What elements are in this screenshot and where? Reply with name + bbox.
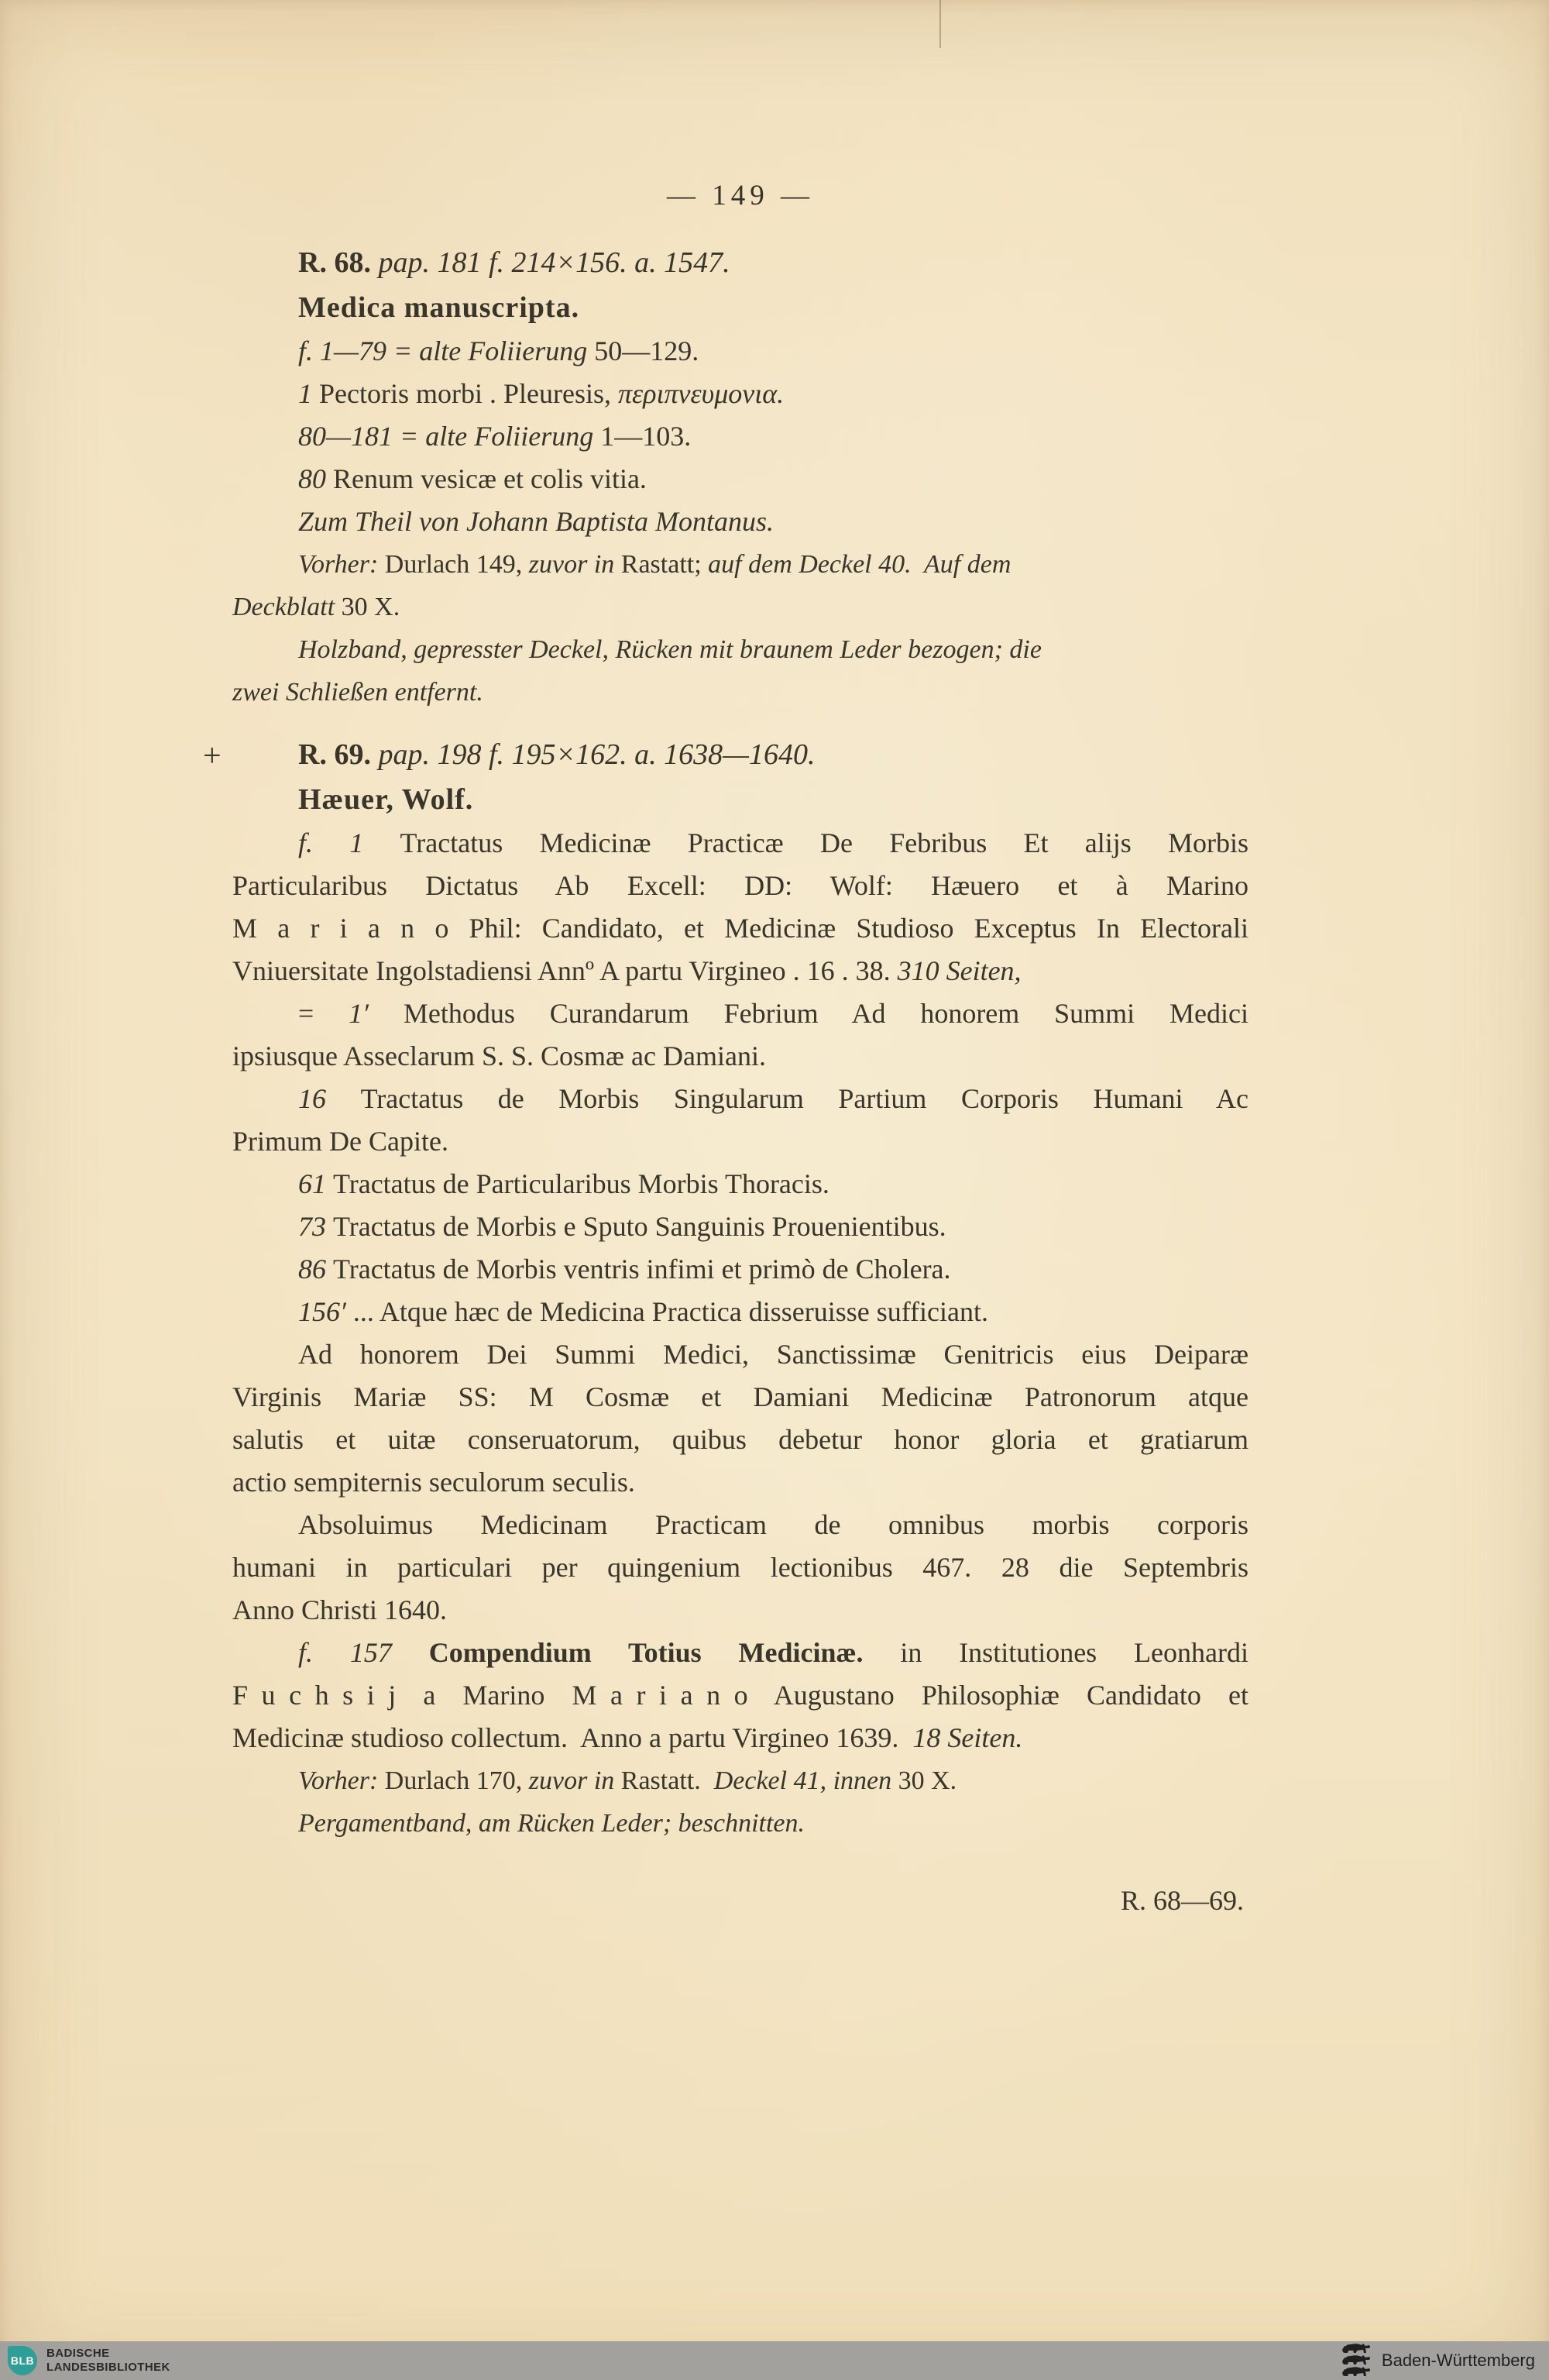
text-line — [232, 458, 1248, 500]
text-run: Vniuersitate Ingolstadiensi Annº A partu Virgineo . 16 . 38. — [232, 955, 898, 986]
text-line — [232, 822, 1248, 865]
text-run: 1′ — [349, 998, 404, 1029]
text-line — [232, 1248, 1248, 1291]
text-line — [232, 1376, 1248, 1419]
text-run: 80 — [298, 463, 333, 494]
text-run: ipsiusque Asseclarum S. S. Cosmæ ac Damiani. — [232, 1040, 766, 1071]
text-run: 50—129. — [594, 335, 699, 366]
text-line — [232, 1759, 1248, 1802]
entry-r68-heading — [232, 240, 1248, 285]
text-run: Holzband, gepresster Deckel, Rücken mit braunem Leder bezogen; die — [298, 635, 1042, 664]
text-line — [232, 950, 1248, 992]
text-run: pap. 181 f. 214×156. a. 1547. — [378, 246, 730, 279]
text-line — [232, 1546, 1248, 1589]
text-run: Deckblatt — [232, 593, 342, 621]
bw-state-label: Baden-Württemberg — [1381, 2351, 1535, 2370]
text-run: 1 — [298, 378, 319, 409]
text-run: 86 — [298, 1254, 333, 1285]
text-run: Deckel 41, innen — [713, 1766, 898, 1795]
text-run: Particularibus Dictatus Ab Excell: DD: Wolf: Hæuero et à Marino — [232, 870, 1248, 901]
text-run: Ad honorem Dei Summi Medici, Sanctissimæ Genitricis eius Deiparæ — [298, 1339, 1248, 1370]
text-run: Tractatus de Particularibus Morbis Thoracis. — [333, 1168, 829, 1199]
text-line — [232, 628, 1248, 671]
entry-range-signature: R. 68—69. — [1120, 1885, 1244, 1916]
bw-coat-of-arms-icon — [1341, 2343, 1372, 2378]
text-run: M a r i a n o Phil: Candidato, et Medicinæ Studioso Exceptus In Electorali — [232, 913, 1248, 944]
text-run: Tractatus de Morbis Singularum Partium Corporis Humani Ac — [360, 1083, 1249, 1114]
text-line — [232, 907, 1248, 950]
text-run: περιπνευμονια. — [617, 378, 785, 409]
text-line — [232, 330, 1248, 373]
text-run: Tractatus de Morbis ventris infimi et primò de Cholera. — [333, 1254, 951, 1285]
text-run: Rastatt; — [620, 550, 709, 579]
entry-r69-body — [232, 822, 1248, 1845]
text-line — [232, 1078, 1248, 1120]
text-run: 18 Seiten. — [912, 1722, 1023, 1753]
text-run: Zum Theil von Johann Baptista Montanus. — [298, 506, 774, 537]
text-run: in Institutiones Leonhardi — [863, 1637, 1248, 1668]
text-run: = — [298, 998, 349, 1029]
text-line — [232, 1802, 1248, 1845]
text-line — [232, 586, 1248, 628]
blb-line1: BADISCHE — [46, 2347, 110, 2360]
text-run: Medicinæ studioso collectum. Anno a partu Virgineo 1639. — [232, 1722, 913, 1753]
text-run: zuvor in — [528, 550, 621, 579]
text-line — [232, 1291, 1248, 1333]
text-run: Methodus Curandarum Febrium Ad honorem Summi Medici — [403, 998, 1249, 1029]
text-run: 30 X. — [341, 593, 400, 621]
text-run: humani in particulari per quingenium lectionibus 467. 28 die Septembris — [232, 1552, 1248, 1583]
text-run: Rastatt. — [620, 1766, 714, 1795]
text-run: Vorher: — [298, 1766, 385, 1795]
footer-bar — [0, 2341, 1549, 2380]
text-run: Tractatus de Morbis e Sputo Sanguinis Prouenientibus. — [333, 1211, 946, 1242]
text-run: R. 69. — [298, 738, 379, 771]
text-run: Vorher: — [298, 550, 385, 579]
text-run: auf dem Deckel 40. Auf dem — [708, 550, 1011, 579]
scan-artifact-line — [939, 0, 941, 48]
text-line — [232, 1589, 1248, 1632]
text-run: Absoluimus Medicinam Practicam de omnibus morbis corporis — [298, 1509, 1248, 1540]
text-run: F u c h s i j a Marino M a r i a n o Augustano Philosophiæ Candidato et — [232, 1680, 1248, 1711]
text-run: R. 68. — [298, 246, 379, 279]
text-run: Virginis Mariæ SS: M Cosmæ et Damiani Medicinæ Patronorum atque — [232, 1381, 1248, 1412]
entry-r69-heading — [232, 732, 1248, 777]
text-line — [232, 671, 1248, 714]
text-run: f. 1—79 = alte Foliierung — [298, 335, 595, 366]
text-run: Tractatus Medicinæ Practicæ De Febribus Et alijs Morbis — [400, 827, 1248, 858]
text-line — [232, 1674, 1248, 1717]
text-line — [232, 415, 1248, 458]
text-line — [232, 1035, 1248, 1078]
text-line — [232, 1333, 1248, 1376]
text-run: Durlach 170, — [384, 1766, 529, 1795]
text-line — [232, 1632, 1248, 1674]
text-run: Durlach 149, — [384, 550, 529, 579]
text-run: 30 X. — [898, 1766, 957, 1795]
plus-marker: + — [203, 738, 222, 774]
text-run: zuvor in — [528, 1766, 621, 1795]
footer-right — [1341, 2343, 1549, 2378]
text-run: Pectoris morbi . Pleuresis, — [319, 378, 618, 409]
text-run: 156′ — [298, 1296, 353, 1327]
entry-r69-title: Hæuer, Wolf. — [298, 783, 474, 816]
entry-r69 — [203, 732, 1249, 1845]
text-run: Primum De Capite. — [232, 1126, 448, 1157]
text-run: ... Atque hæc de Medicina Practica disseruisse sufficiant. — [352, 1296, 988, 1327]
blb-library-name — [46, 2347, 170, 2375]
text-line — [232, 992, 1248, 1035]
text-run: 16 — [298, 1083, 361, 1114]
text-run: 61 — [298, 1168, 333, 1199]
text-run: f. 1 — [298, 827, 400, 858]
text-run: Pergamentband, am Rücken Leder; beschnitten. — [298, 1809, 805, 1838]
text-run: pap. 198 f. 195×162. a. 1638—1640. — [378, 738, 816, 771]
text-run: Anno Christi 1640. — [232, 1594, 448, 1625]
text-run: salutis et uitæ conseruatorum, quibus debetur honor gloria et gratiarum — [232, 1424, 1248, 1455]
blb-logo-icon: BLB — [8, 2346, 37, 2375]
text-line — [232, 865, 1248, 907]
text-run: 73 — [298, 1211, 333, 1242]
text-line — [232, 373, 1248, 415]
text-run: actio sempiternis seculorum seculis. — [232, 1467, 635, 1498]
text-run: f. 157 — [298, 1637, 429, 1668]
text-run: 310 Seiten, — [897, 955, 1022, 986]
entry-r68 — [232, 240, 1248, 714]
text-run: 1—103. — [600, 421, 692, 452]
text-line — [232, 500, 1248, 543]
blb-line2: LANDESBIBLIOTHEK — [46, 2361, 170, 2374]
text-line — [232, 1205, 1248, 1248]
text-run: Renum vesicæ et colis vitia. — [333, 463, 647, 494]
entry-r68-body — [232, 330, 1248, 714]
text-run: Compendium Totius Medicinæ. — [428, 1637, 864, 1668]
text-column — [203, 174, 1249, 1922]
text-run: zwei Schließen entfernt. — [232, 678, 483, 707]
entry-r68-title: Medica manuscripta. — [298, 291, 580, 324]
text-line — [232, 1717, 1248, 1759]
text-line — [232, 543, 1248, 586]
text-line — [232, 1163, 1248, 1205]
text-line — [232, 1504, 1248, 1546]
text-line — [232, 1120, 1248, 1163]
page-number: — 149 — — [667, 180, 814, 212]
text-line — [232, 1461, 1248, 1504]
footer-left — [0, 2346, 170, 2375]
text-run: 80—181 = alte Foliierung — [298, 421, 601, 452]
text-line — [232, 1419, 1248, 1461]
